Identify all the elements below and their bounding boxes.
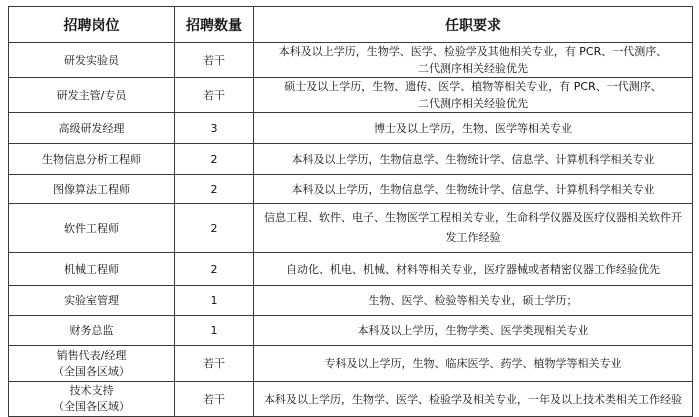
count-cell: 3 bbox=[175, 113, 254, 144]
position-cell bbox=[9, 175, 175, 204]
count-cell: 2 bbox=[175, 144, 254, 175]
requirement-cell bbox=[254, 144, 693, 175]
requirement-line: 专科及以上学历，生物、临床医学、药学、植物学等相关专业 bbox=[324, 357, 622, 370]
position-line: 软件工程师 bbox=[64, 221, 119, 235]
requirement-cell bbox=[254, 346, 693, 382]
position-cell bbox=[9, 286, 175, 316]
header-position: 招聘岗位 bbox=[9, 7, 175, 43]
position-line: 高级研发经理 bbox=[58, 121, 125, 135]
count-cell: 2 bbox=[175, 253, 254, 286]
position-line: 研发主管/专员 bbox=[56, 88, 127, 102]
header-count: 招聘数量 bbox=[175, 7, 254, 43]
position-cell bbox=[9, 144, 175, 175]
count-cell: 2 bbox=[175, 175, 254, 204]
position-line: 销售代表/经理 bbox=[56, 348, 127, 362]
requirement-line: 二代测序相关经验优先 bbox=[418, 97, 528, 110]
position-cell bbox=[9, 346, 175, 382]
requirement-line: 本科及以上学历，生物信息学、生物统计学、信息学、计算机科学相关专业 bbox=[291, 182, 655, 196]
header-row bbox=[9, 7, 693, 43]
position-line: 机械工程师 bbox=[64, 262, 119, 276]
requirement-cell bbox=[254, 78, 693, 113]
requirement-cell bbox=[254, 286, 693, 316]
position-line: （全国各区域） bbox=[53, 400, 130, 413]
requirement-cell bbox=[254, 43, 693, 78]
requirement-cell bbox=[254, 204, 693, 253]
position-cell bbox=[9, 78, 175, 113]
requirement-cell bbox=[254, 113, 693, 144]
count-cell: 若干 bbox=[175, 346, 254, 382]
table-row bbox=[9, 346, 693, 382]
count-cell: 若干 bbox=[175, 43, 254, 78]
position-cell bbox=[9, 253, 175, 286]
recruitment-table bbox=[8, 6, 693, 417]
table-row bbox=[9, 253, 693, 286]
position-line: 生物信息分析工程师 bbox=[42, 152, 141, 166]
requirement-line: 二代测序相关经验优先 bbox=[418, 62, 528, 75]
position-cell bbox=[9, 316, 175, 346]
table-row bbox=[9, 144, 693, 175]
count-cell: 1 bbox=[175, 286, 254, 316]
position-cell bbox=[9, 43, 175, 78]
position-line: 图像算法工程师 bbox=[53, 182, 130, 196]
requirement-cell bbox=[254, 175, 693, 204]
position-cell bbox=[9, 382, 175, 417]
requirement-line: 本科及以上学历，生物学类、医学类现相关专业 bbox=[357, 324, 589, 337]
requirement-cell bbox=[254, 253, 693, 286]
table-row bbox=[9, 382, 693, 417]
table-row bbox=[9, 286, 693, 316]
table-row bbox=[9, 175, 693, 204]
header-requirement: 任职要求 bbox=[254, 7, 693, 43]
position-line: 财务总监 bbox=[69, 324, 114, 337]
count-cell: 若干 bbox=[175, 382, 254, 417]
requirement-line: 博士及以上学历，生物、医学等相关专业 bbox=[374, 121, 572, 135]
requirement-cell bbox=[254, 316, 693, 346]
table-row bbox=[9, 43, 693, 78]
position-line: 实验室管理 bbox=[64, 294, 119, 307]
position-line: （全国各区域） bbox=[53, 364, 130, 378]
requirement-line: 本科及以上学历，生物信息学、生物统计学、信息学、计算机科学相关专业 bbox=[291, 152, 655, 166]
count-cell: 若干 bbox=[175, 78, 254, 113]
requirement-line: 信息工程、软件、电子、生物医学工程相关专业，生命科学仪器及医疗仪器相关软件开 bbox=[264, 211, 682, 224]
position-line: 技术支持 bbox=[69, 384, 114, 397]
position-line: 研发实验员 bbox=[64, 53, 119, 67]
table-row bbox=[9, 78, 693, 113]
requirement-line: 本科及以上学历，生物学、医学、检验学及其他相关专业，有 PCR、一代测序、 bbox=[278, 45, 668, 58]
requirement-line: 本科及以上学历，生物学、医学、检验学及相关专业，一年及以上技术类相关工作经验 bbox=[264, 392, 682, 406]
requirement-line: 自动化、机电、机械、材料等相关专业，医疗器械或者精密仪器工作经验优先 bbox=[286, 262, 660, 276]
table-row bbox=[9, 316, 693, 346]
table-row bbox=[9, 113, 693, 144]
position-cell bbox=[9, 204, 175, 253]
requirement-line: 硕士及以上学历，生物、遗传、医学、植物等相关专业，有 PCR、一代测序、 bbox=[284, 80, 662, 93]
requirement-cell bbox=[254, 382, 693, 417]
requirement-line: 发工作经验 bbox=[445, 231, 501, 244]
requirement-line: 生物、医学、检验等相关专业，硕士学历； bbox=[368, 294, 578, 307]
position-cell bbox=[9, 113, 175, 144]
count-cell: 1 bbox=[175, 316, 254, 346]
count-cell: 2 bbox=[175, 204, 254, 253]
table-row bbox=[9, 204, 693, 253]
recruitment-table-wrapper bbox=[8, 6, 692, 417]
